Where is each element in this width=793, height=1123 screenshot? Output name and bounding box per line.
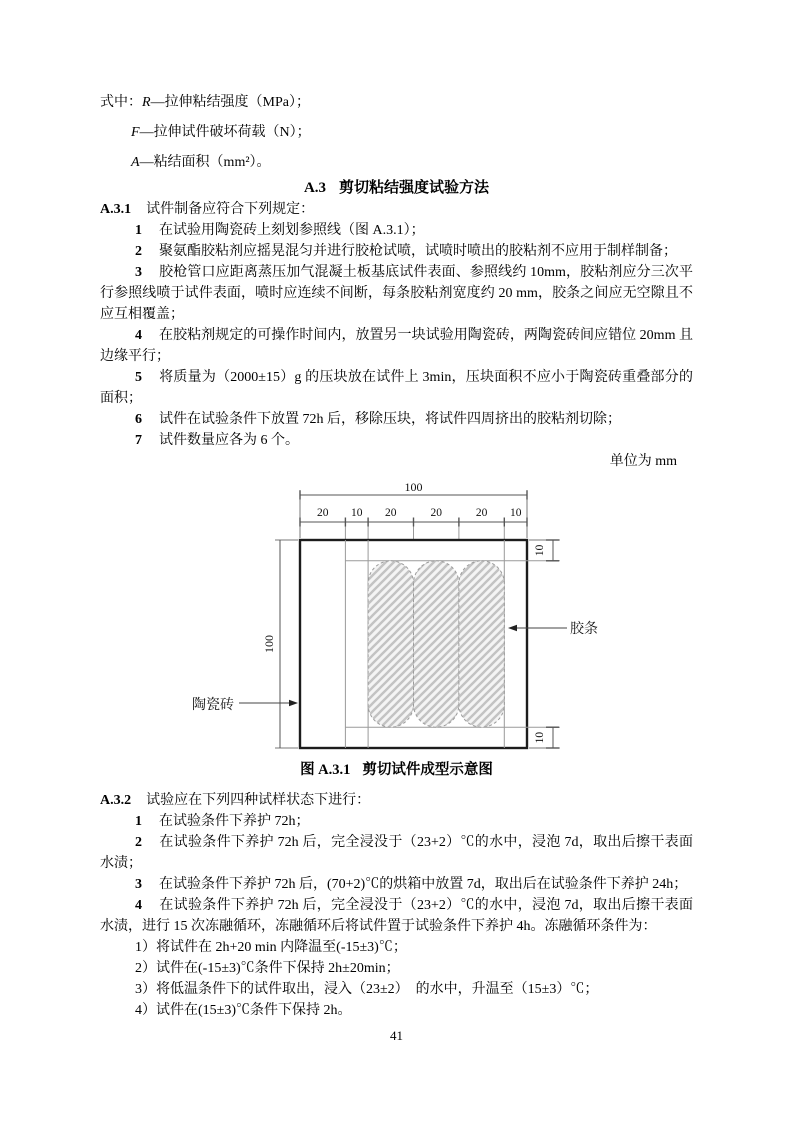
sub-list-item-4: 4）试件在(15±3)℃条件下保持 2h。	[135, 1003, 352, 1018]
dim-height-label: 100	[262, 635, 276, 653]
page-number: 41	[390, 1028, 403, 1043]
list-item-a32-4	[100, 895, 693, 937]
item-text: 在试验条件下养护 72h 后，(70+2)℃的烘箱中放置 7d，取出后在试验条件下养护 24h；	[159, 877, 688, 892]
item-text: 在试验用陶瓷砖上刻划参照线（图 A.3.1）；	[159, 223, 425, 238]
item-number: 1	[135, 814, 142, 829]
dim-segment-label-1: 10	[351, 507, 363, 519]
formula-term-f	[100, 118, 693, 148]
list-item-a31-2	[100, 241, 693, 262]
item-number: 2	[135, 835, 142, 850]
item-text: 在试验条件下养护 72h 后，完全浸没于（23+2）℃的水中，浸泡 7d，取出后擦干表面水渍，进行 15 次冻融循环，冻融循环后将试件置于试验条件下养护 4h。冻融循环条件为：	[100, 898, 693, 934]
list-item-a32-3	[100, 874, 693, 895]
item-number: 2	[135, 244, 142, 259]
formula-desc-f: —拉伸试件破坏荷载（N）；	[139, 125, 311, 140]
figure-caption	[100, 760, 693, 781]
list-item-a32-2	[100, 832, 693, 874]
item-text: 将质量为（2000±15）g 的压块放在试件上 3min，压块面积不应小于陶瓷砖重叠部分的面积；	[100, 370, 693, 406]
section-heading-label: A.3	[303, 180, 327, 196]
item-number: 4	[135, 328, 142, 343]
clause-a31-label: A.3.1	[100, 202, 132, 217]
item-number: 6	[135, 412, 142, 427]
adhesive-strip-3	[459, 561, 504, 727]
adhesive-strip-label: 胶条	[570, 622, 598, 637]
clause-a31-intro-text: 试件制备应符合下列规定：	[146, 202, 315, 217]
item-number: 5	[135, 370, 142, 385]
item-text: 在试验条件下养护 72h；	[159, 814, 310, 829]
item-text: 在胶粘剂规定的可操作时间内，放置另一块试验用陶瓷砖，两陶瓷砖间应错位 20mm 且边缘平行；	[100, 328, 693, 364]
symbol-r: R	[142, 95, 151, 110]
list-item-a32-1	[100, 811, 693, 832]
formula-term-r	[100, 88, 693, 118]
figure	[100, 472, 693, 781]
list-item-a31-5	[100, 367, 693, 409]
figure-caption-label: 图 A.3.1	[300, 762, 351, 778]
leader-arrow-tile	[289, 700, 298, 706]
ceramic-tile-label: 陶瓷砖	[192, 698, 234, 713]
clause-a32-intro	[100, 790, 693, 811]
formula-definitions	[100, 88, 693, 178]
list-item-a31-3	[100, 262, 693, 325]
specimen-diagram	[140, 472, 610, 760]
item-number: 3	[135, 265, 142, 280]
formula-lead: 式中：	[100, 95, 142, 110]
item-number: 4	[135, 898, 142, 913]
figure-caption-title: 剪切试件成型示意图	[362, 762, 493, 778]
symbol-f: F	[131, 125, 140, 140]
sub-list-item-3: 3）将低温条件下的试件取出，浸入（23±2） 的水中，升温至（15±3）℃；	[135, 982, 599, 997]
item-number: 3	[135, 877, 142, 892]
section-heading-title: 剪切粘结强度试验方法	[339, 180, 490, 196]
adhesive-strip-2	[414, 561, 459, 727]
item-text: 试件在试验条件下放置 72h 后，移除压块，将试件四周挤出的胶粘剂切除；	[159, 412, 621, 427]
symbol-a: A	[131, 155, 140, 170]
clause-a32-label: A.3.2	[100, 793, 132, 808]
dim-edge-bottom-label: 10	[534, 731, 546, 744]
sub-list-item-1: 1）将试件在 2h+20 min 内降温至(-15±3)℃；	[135, 940, 407, 955]
dim-segment-label-5: 10	[509, 507, 522, 519]
item-number: 1	[135, 223, 142, 238]
list-item-a31-4	[100, 325, 693, 367]
adhesive-strip-1	[368, 561, 413, 727]
dim-segment-label-3: 20	[430, 507, 442, 519]
list-item-a31-1	[100, 220, 693, 241]
formula-desc-r: —拉伸粘结强度（MPa）；	[150, 95, 311, 110]
unit-note: 单位为 mm	[609, 454, 677, 469]
item-text: 胶枪管口应距离蒸压加气混凝土板基底试件表面、参照线约 10mm，胶粘剂应分三次平行参照线喷于试件表面，喷时应连续不间断，每条胶粘剂宽度约 20 mm，胶条之间应无空隙且不应互相覆盖；	[100, 265, 693, 322]
list-item-a31-7	[100, 430, 693, 451]
dim-overall-width-label: 100	[404, 480, 423, 494]
dim-segment-label-2: 20	[385, 507, 397, 519]
dim-edge-top-label: 10	[534, 544, 546, 557]
clause-a32-intro-text: 试验应在下列四种试样状态下进行：	[146, 793, 371, 808]
item-text: 在试验条件下养护 72h 后，完全浸没于（23+2）℃的水中，浸泡 7d，取出后擦干表面水渍；	[100, 835, 693, 871]
sub-list-item-2: 2）试件在(-15±3)℃条件下保持 2h±20min；	[135, 961, 400, 976]
formula-desc-a: —粘结面积（mm²）。	[139, 155, 271, 170]
clause-a31-intro	[100, 199, 693, 220]
formula-term-a	[100, 148, 693, 178]
item-number: 7	[135, 433, 142, 448]
dim-segment-label-4: 20	[475, 507, 488, 519]
section-heading	[100, 178, 693, 199]
list-item-a31-6	[100, 409, 693, 430]
dim-segment-label-0: 20	[316, 507, 329, 519]
item-text: 试件数量应各为 6 个。	[159, 433, 299, 448]
item-text: 聚氨酯胶粘剂应摇晃混匀并进行胶枪试喷，试喷时喷出的胶粘剂不应用于制样制备；	[159, 244, 677, 259]
